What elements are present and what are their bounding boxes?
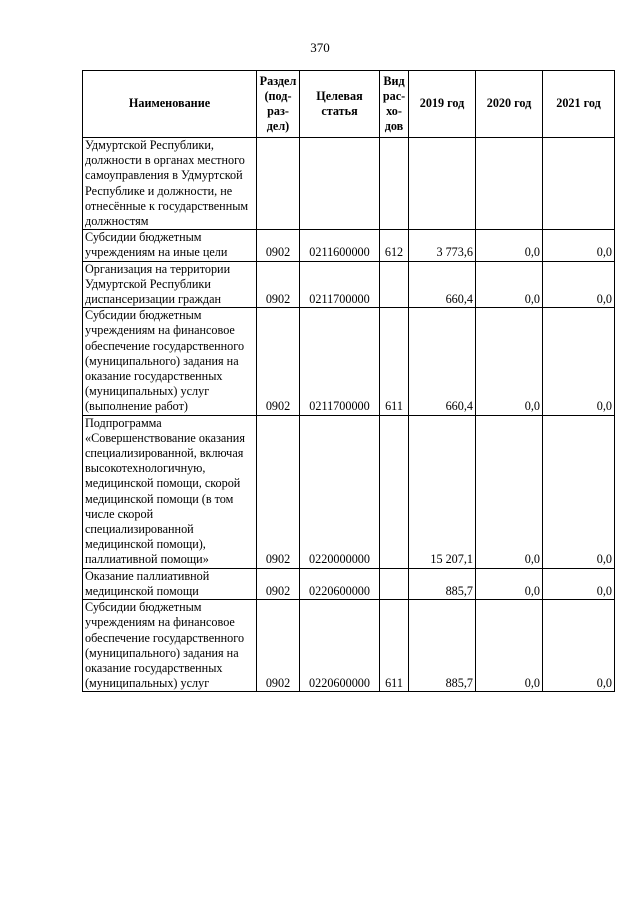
row-name: Субсидии бюджетным учреждениям на иные цели [83,230,257,261]
row-name: Субсидии бюджетным учреждениям на финансовое обеспечение государственного (муниципального) задания на оказание государственных (муниципальных) услуг [83,600,257,692]
table-header-row [83,71,615,138]
row-name: Удмуртской Республики, должности в органах местного самоуправления в Удмуртской Республике и должности, не отнесённые к государственным должностям [83,138,257,230]
row-vid: 611 [380,600,409,692]
row-2020 [476,138,543,230]
row-celevaya: 0211700000 [300,308,380,415]
row-razdel: 0902 [257,230,300,261]
header-celevaya: Целевая статья [300,71,380,138]
row-2019: 660,4 [409,261,476,308]
row-2021 [543,138,615,230]
row-celevaya: 0220600000 [300,568,380,599]
row-2019: 885,7 [409,568,476,599]
row-2019: 885,7 [409,600,476,692]
row-2021: 0,0 [543,568,615,599]
table-row [83,138,615,230]
row-celevaya [300,138,380,230]
row-vid [380,415,409,568]
row-2021: 0,0 [543,415,615,568]
header-2019: 2019 год [409,71,476,138]
row-2019 [409,138,476,230]
row-2021: 0,0 [543,261,615,308]
table-row [83,415,615,568]
row-name: Субсидии бюджетным учреждениям на финансовое обеспечение государственного (муниципального) задания на оказание государственных (муниципальных) услуг (выполнение работ) [83,308,257,415]
row-2021: 0,0 [543,230,615,261]
row-vid [380,138,409,230]
row-celevaya: 0211700000 [300,261,380,308]
header-vid: Вид рас-хо-дов [380,71,409,138]
row-razdel [257,138,300,230]
row-razdel: 0902 [257,600,300,692]
row-name: Организация на территории Удмуртской Республики диспансеризации граждан [83,261,257,308]
row-vid [380,568,409,599]
row-2021: 0,0 [543,600,615,692]
row-2020: 0,0 [476,308,543,415]
table-row [83,261,615,308]
row-2021: 0,0 [543,308,615,415]
row-razdel: 0902 [257,568,300,599]
row-celevaya: 0211600000 [300,230,380,261]
row-2020: 0,0 [476,568,543,599]
budget-table [82,70,615,692]
table-row [83,600,615,692]
row-razdel: 0902 [257,415,300,568]
row-2020: 0,0 [476,600,543,692]
row-celevaya: 0220600000 [300,600,380,692]
row-celevaya: 0220000000 [300,415,380,568]
header-2020: 2020 год [476,71,543,138]
row-name: Оказание паллиативной медицинской помощи [83,568,257,599]
row-2019: 3 773,6 [409,230,476,261]
page-number: 370 [310,40,330,55]
table-row [83,308,615,415]
row-razdel: 0902 [257,261,300,308]
row-2020: 0,0 [476,230,543,261]
header-2021: 2021 год [543,71,615,138]
row-razdel: 0902 [257,308,300,415]
row-vid [380,261,409,308]
row-vid: 611 [380,308,409,415]
row-2020: 0,0 [476,261,543,308]
row-2019: 15 207,1 [409,415,476,568]
header-razdel: Раздел (под-раз-дел) [257,71,300,138]
table-row [83,568,615,599]
table-row [83,230,615,261]
row-name: Подпрограмма «Совершенствование оказания специализированной, включая высокотехнологичную, медицинской помощи, скорой медицинской помощи (в том числе скорой специализированной медицинской помощи), паллиативной помощи» [83,415,257,568]
header-name: Наименование [83,71,257,138]
row-vid: 612 [380,230,409,261]
row-2019: 660,4 [409,308,476,415]
row-2020: 0,0 [476,415,543,568]
